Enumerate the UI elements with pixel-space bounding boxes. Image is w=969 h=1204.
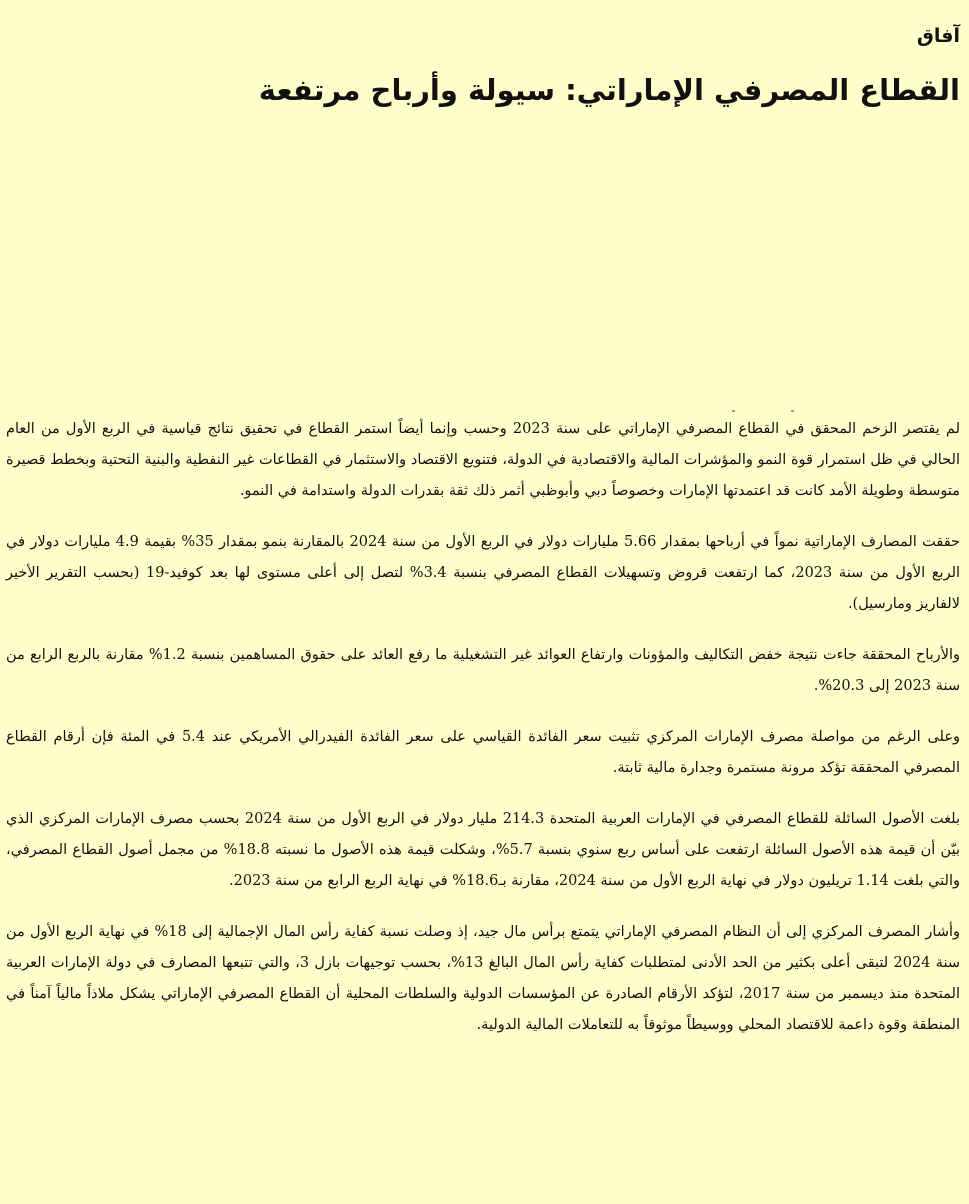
- article-headline: القطاع المصرفي الإماراتي: سيولة وأرباح مرتفعة: [258, 73, 960, 107]
- section-label: آفاق: [916, 25, 960, 47]
- article-paragraph: بلغت الأصول السائلة للقطاع المصرفي في الإمارات العربية المتحدة 214.3 مليار دولار في الربع الأول من سنة 2024 بحسب مصرف الإمارات المركزي الذي بيّن أن قيمة هذه الأصول السائلة ارتفعت على أساس ربع سنوي بنسبة 5.7%، وشكلت قيمة هذه الأصول ما نسبته 18.8% من مجمل أصول القطاع المصرفي، والتي بلغت 1.14 تريليون دولار في نهاية الربع الأول من سنة 2024، مقارنة بـ18.6% في نهاية الربع الرابع من سنة 2023.: [6, 811, 960, 889]
- article-paragraph: وأشار المصرف المركزي إلى أن النظام المصرفي الإماراتي يتمتع برأس مال جيد، إذ وصلت نسبة كفاية رأس المال الإجمالية إلى 18% في نهاية الربع الأول من سنة 2024 لتبقى أعلى بكثير من الحد الأدنى لمتطلبات كفاية رأس المال البالغ 13%، بحسب توجيهات بازل 3، والتي تتبعها المصارف في دولة الإمارات العربية المتحدة منذ ديسمبر من سنة 2017، لتؤكد الأرقام الصادرة عن المؤسسات الدولية والسلطات المحلية أن القطاع المصرفي الإماراتي يشكل ملاذاً مالياً آمناً في المنطقة وقوة داعمة للاقتصاد المحلي ووسيطاً موثوقاً به للتعاملات المالية الدولية.: [6, 924, 960, 1033]
- article-paragraph: والأرباح المحققة جاءت نتيجة خفض التكاليف والمؤونات وارتفاع العوائد غير التشغيلية ما رفع العائد على حقوق المساهمين بنسبة 1.2% مقارنة بالربع الرابع من سنة 2023 إلى 20.3%.: [6, 647, 960, 694]
- article-paragraph: حققت المصارف الإماراتية نمواً في أرباحها بمقدار 5.66 مليارات دولار في الربع الأول من سنة 2024 بالمقارنة بنمو بمقدار 35% بقيمة 4.9 مليارات دولار في الربع الأول من سنة 2023، كما ارتفعت قروض وتسهيلات القطاع المصرفي بنسبة 3.4% لتصل إلى أعلى مستوى لها بعد كوفيد-19 (بحسب التقرير الأخير لالفاريز ومارسيل).: [6, 534, 961, 612]
- article-body: [6, 414, 960, 1041]
- article-paragraph: لم يقتصر الزخم المحقق في القطاع المصرفي الإماراتي على سنة 2023 وحسب وإنما أيضاً استمر القطاع في تحقيق نتائج قياسية في الربع الأول من العام الحالي في ظل استمرار قوة النمو والمؤشرات المالية والاقتصادية في الدولة، فتنويع الاقتصاد والاستثمار في القطاعات غير النفطية والبنية التحتية وبخطط قصيرة متوسطة وطويلة الأمد كانت قد اعتمدتها الإمارات وخصوصاً دبي وأبوظبي أثمر ذلك ثقة بقدرات الدولة واستدامة في النمو.: [6, 421, 960, 499]
- image-remnant-mark: [791, 410, 794, 412]
- image-placeholder: [6, 110, 960, 414]
- image-remnant-mark: [732, 410, 735, 412]
- article-paragraph: وعلى الرغم من مواصلة مصرف الإمارات المركزي تثبيت سعر الفائدة القياسي على سعر الفائدة الفيدرالي الأمريكي عند 5.4 في المئة فإن أرقام القطاع المصرفي المحققة تؤكد مرونة مستمرة وجدارة مالية ثابتة.: [6, 729, 960, 776]
